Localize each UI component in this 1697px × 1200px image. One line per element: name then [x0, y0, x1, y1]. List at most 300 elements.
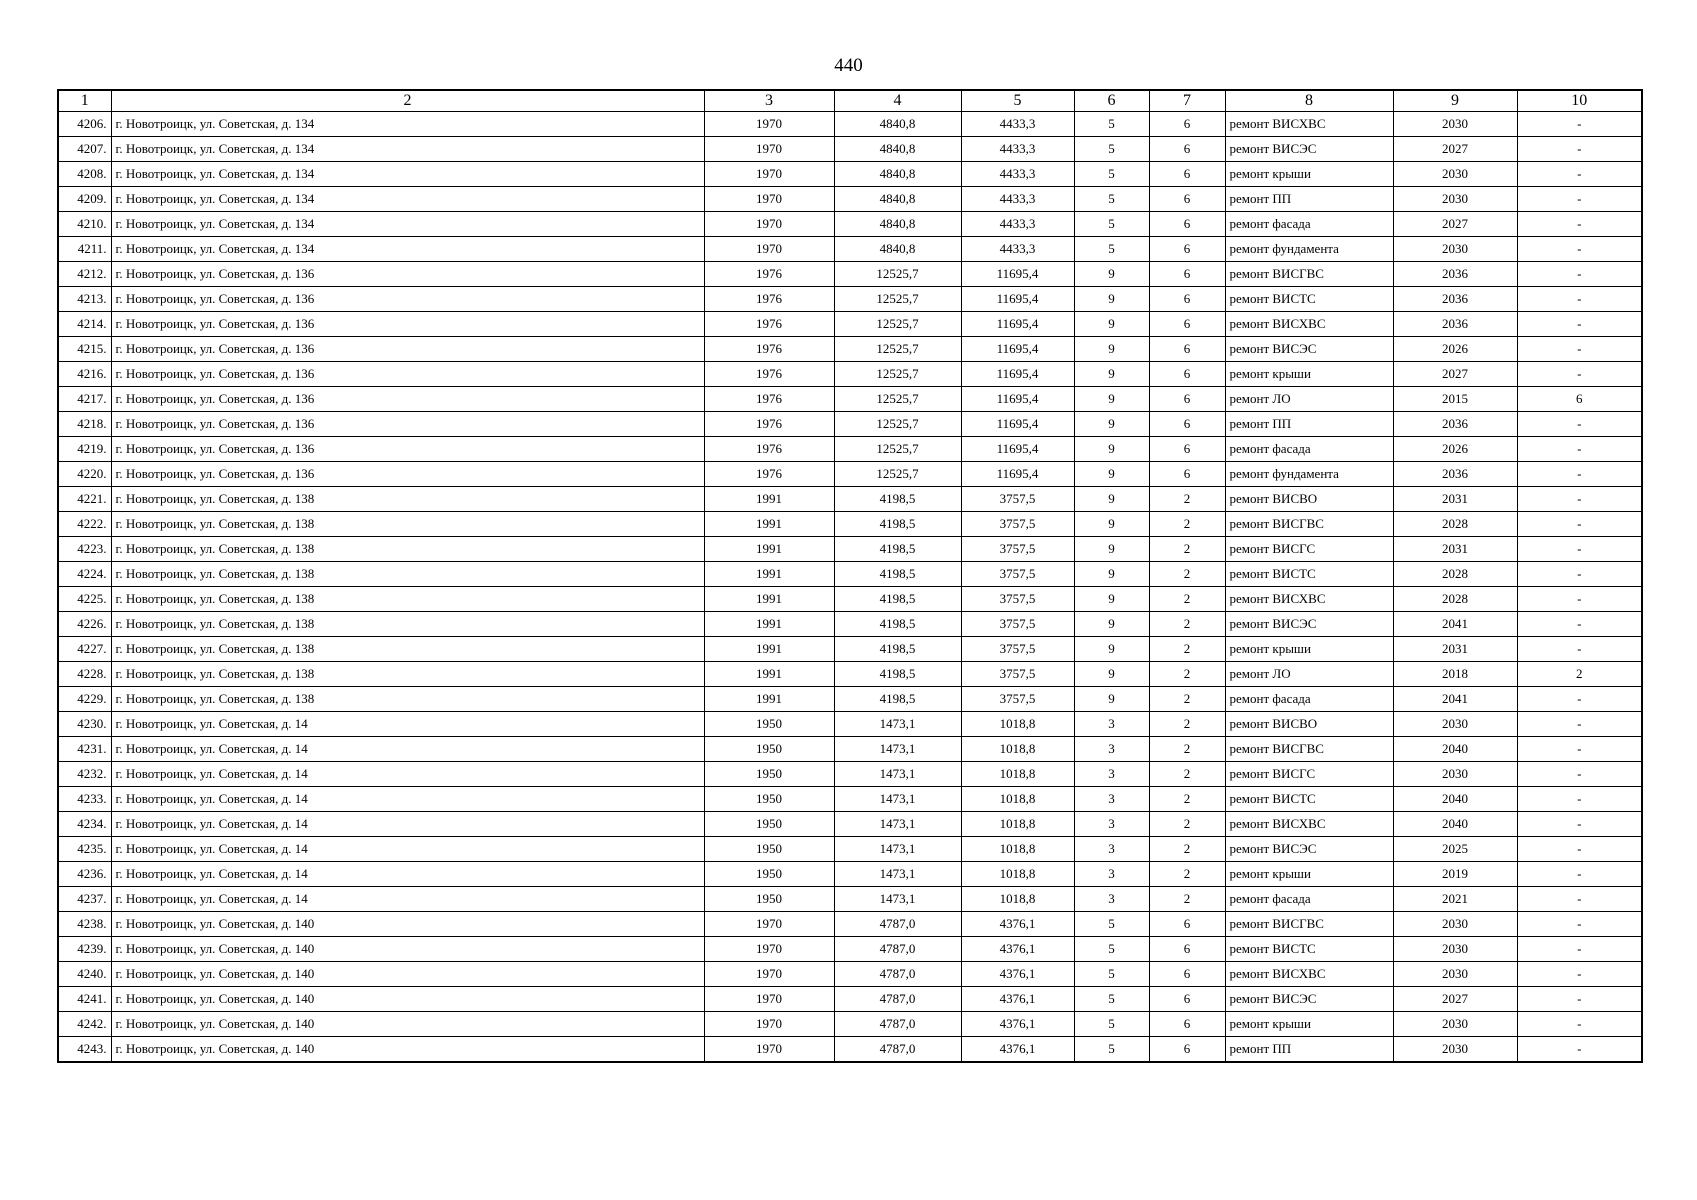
cell-living-area: 4376,1 — [961, 987, 1074, 1012]
cell-address: г. Новотроицк, ул. Советская, д. 14 — [111, 762, 704, 787]
cell-entrances: 2 — [1149, 837, 1225, 862]
header-row — [58, 90, 1642, 112]
cell-year-built: 1976 — [704, 462, 834, 487]
cell-entrances: 2 — [1149, 612, 1225, 637]
cell-living-area: 4433,3 — [961, 187, 1074, 212]
cell-living-area: 1018,8 — [961, 787, 1074, 812]
cell-repair-type: ремонт крыши — [1225, 362, 1393, 387]
cell-total-area: 4840,8 — [834, 237, 961, 262]
cell-year-built: 1970 — [704, 137, 834, 162]
column-header-6: 6 — [1074, 90, 1149, 112]
cell-repair-type: ремонт ВИСГВС — [1225, 262, 1393, 287]
cell-row-number: 4240. — [58, 962, 111, 987]
cell-row-number: 4223. — [58, 537, 111, 562]
cell-repair-type: ремонт ВИСХВС — [1225, 812, 1393, 837]
cell-row-number: 4227. — [58, 637, 111, 662]
cell-repair-year: 2031 — [1393, 637, 1517, 662]
cell-col-10-value: - — [1517, 862, 1642, 887]
cell-repair-type: ремонт ВИСХВС — [1225, 112, 1393, 137]
cell-repair-year: 2030 — [1393, 1012, 1517, 1037]
cell-col-10-value: - — [1517, 562, 1642, 587]
cell-row-number: 4230. — [58, 712, 111, 737]
cell-total-area: 4198,5 — [834, 587, 961, 612]
cell-row-number: 4229. — [58, 687, 111, 712]
table-row — [58, 262, 1642, 287]
cell-floors: 9 — [1074, 687, 1149, 712]
cell-living-area: 4376,1 — [961, 937, 1074, 962]
cell-year-built: 1991 — [704, 637, 834, 662]
cell-year-built: 1950 — [704, 887, 834, 912]
cell-living-area: 11695,4 — [961, 287, 1074, 312]
cell-repair-type: ремонт ВИСВО — [1225, 487, 1393, 512]
cell-living-area: 1018,8 — [961, 712, 1074, 737]
cell-entrances: 2 — [1149, 587, 1225, 612]
cell-address: г. Новотроицк, ул. Советская, д. 138 — [111, 537, 704, 562]
cell-entrances: 2 — [1149, 512, 1225, 537]
cell-year-built: 1976 — [704, 387, 834, 412]
cell-col-10-value: - — [1517, 137, 1642, 162]
cell-living-area: 1018,8 — [961, 887, 1074, 912]
cell-col-10-value: - — [1517, 162, 1642, 187]
table-row — [58, 562, 1642, 587]
cell-col-10-value: - — [1517, 487, 1642, 512]
table-row — [58, 212, 1642, 237]
cell-floors: 9 — [1074, 287, 1149, 312]
cell-floors: 9 — [1074, 387, 1149, 412]
cell-row-number: 4207. — [58, 137, 111, 162]
cell-row-number: 4209. — [58, 187, 111, 212]
cell-year-built: 1970 — [704, 237, 834, 262]
cell-address: г. Новотроицк, ул. Советская, д. 136 — [111, 412, 704, 437]
cell-entrances: 6 — [1149, 437, 1225, 462]
cell-year-built: 1991 — [704, 662, 834, 687]
cell-living-area: 11695,4 — [961, 362, 1074, 387]
cell-repair-type: ремонт ПП — [1225, 412, 1393, 437]
cell-repair-type: ремонт ЛО — [1225, 387, 1393, 412]
cell-entrances: 6 — [1149, 262, 1225, 287]
cell-row-number: 4214. — [58, 312, 111, 337]
cell-repair-type: ремонт ВИСХВС — [1225, 587, 1393, 612]
cell-floors: 5 — [1074, 187, 1149, 212]
cell-row-number: 4228. — [58, 662, 111, 687]
cell-address: г. Новотроицк, ул. Советская, д. 136 — [111, 287, 704, 312]
cell-total-area: 4787,0 — [834, 1012, 961, 1037]
cell-address: г. Новотроицк, ул. Советская, д. 140 — [111, 912, 704, 937]
cell-repair-type: ремонт ВИСГС — [1225, 762, 1393, 787]
cell-repair-year: 2030 — [1393, 762, 1517, 787]
cell-col-10-value: - — [1517, 362, 1642, 387]
cell-total-area: 12525,7 — [834, 362, 961, 387]
cell-repair-type: ремонт ВИСЭС — [1225, 612, 1393, 637]
column-header-1: 1 — [58, 90, 111, 112]
cell-repair-year: 2041 — [1393, 612, 1517, 637]
cell-row-number: 4236. — [58, 862, 111, 887]
cell-repair-type: ремонт ВИСТС — [1225, 287, 1393, 312]
cell-row-number: 4219. — [58, 437, 111, 462]
cell-address: г. Новотроицк, ул. Советская, д. 134 — [111, 162, 704, 187]
cell-repair-year: 2030 — [1393, 237, 1517, 262]
cell-address: г. Новотроицк, ул. Советская, д. 140 — [111, 937, 704, 962]
cell-entrances: 6 — [1149, 112, 1225, 137]
table-body — [58, 112, 1642, 1063]
cell-living-area: 11695,4 — [961, 337, 1074, 362]
cell-living-area: 11695,4 — [961, 387, 1074, 412]
cell-year-built: 1991 — [704, 687, 834, 712]
cell-living-area: 4433,3 — [961, 137, 1074, 162]
cell-repair-type: ремонт ВИСЭС — [1225, 987, 1393, 1012]
cell-total-area: 4787,0 — [834, 912, 961, 937]
cell-total-area: 12525,7 — [834, 437, 961, 462]
column-header-2: 2 — [111, 90, 704, 112]
cell-floors: 9 — [1074, 437, 1149, 462]
cell-living-area: 3757,5 — [961, 537, 1074, 562]
table-row — [58, 762, 1642, 787]
cell-floors: 3 — [1074, 737, 1149, 762]
cell-year-built: 1970 — [704, 212, 834, 237]
cell-col-10-value: 2 — [1517, 662, 1642, 687]
cell-address: г. Новотроицк, ул. Советская, д. 134 — [111, 237, 704, 262]
cell-col-10-value: - — [1517, 737, 1642, 762]
cell-year-built: 1950 — [704, 762, 834, 787]
cell-entrances: 6 — [1149, 237, 1225, 262]
cell-col-10-value: - — [1517, 837, 1642, 862]
cell-entrances: 6 — [1149, 937, 1225, 962]
cell-living-area: 11695,4 — [961, 412, 1074, 437]
housing-repair-table — [57, 89, 1643, 1063]
cell-address: г. Новотроицк, ул. Советская, д. 14 — [111, 787, 704, 812]
cell-floors: 9 — [1074, 462, 1149, 487]
cell-row-number: 4211. — [58, 237, 111, 262]
cell-repair-year: 2025 — [1393, 837, 1517, 862]
cell-row-number: 4218. — [58, 412, 111, 437]
cell-repair-year: 2028 — [1393, 587, 1517, 612]
cell-repair-year: 2021 — [1393, 887, 1517, 912]
cell-repair-year: 2031 — [1393, 537, 1517, 562]
cell-repair-year: 2040 — [1393, 787, 1517, 812]
cell-repair-type: ремонт крыши — [1225, 862, 1393, 887]
cell-address: г. Новотроицк, ул. Советская, д. 14 — [111, 812, 704, 837]
cell-col-10-value: - — [1517, 887, 1642, 912]
cell-entrances: 6 — [1149, 137, 1225, 162]
cell-living-area: 11695,4 — [961, 462, 1074, 487]
cell-row-number: 4220. — [58, 462, 111, 487]
cell-total-area: 1473,1 — [834, 787, 961, 812]
cell-entrances: 6 — [1149, 287, 1225, 312]
cell-living-area: 3757,5 — [961, 662, 1074, 687]
table-row — [58, 462, 1642, 487]
cell-entrances: 2 — [1149, 537, 1225, 562]
cell-floors: 9 — [1074, 612, 1149, 637]
cell-address: г. Новотроицк, ул. Советская, д. 134 — [111, 112, 704, 137]
cell-col-10-value: - — [1517, 987, 1642, 1012]
table-row — [58, 637, 1642, 662]
cell-floors: 3 — [1074, 787, 1149, 812]
cell-row-number: 4232. — [58, 762, 111, 787]
cell-total-area: 12525,7 — [834, 312, 961, 337]
cell-floors: 3 — [1074, 837, 1149, 862]
cell-repair-year: 2015 — [1393, 387, 1517, 412]
table-row — [58, 887, 1642, 912]
cell-address: г. Новотроицк, ул. Советская, д. 138 — [111, 662, 704, 687]
cell-living-area: 4376,1 — [961, 1037, 1074, 1063]
cell-address: г. Новотроицк, ул. Советская, д. 136 — [111, 337, 704, 362]
cell-address: г. Новотроицк, ул. Советская, д. 14 — [111, 862, 704, 887]
cell-repair-year: 2026 — [1393, 337, 1517, 362]
cell-floors: 5 — [1074, 962, 1149, 987]
cell-entrances: 2 — [1149, 487, 1225, 512]
cell-repair-type: ремонт фасада — [1225, 687, 1393, 712]
cell-entrances: 6 — [1149, 462, 1225, 487]
cell-address: г. Новотроицк, ул. Советская, д. 138 — [111, 512, 704, 537]
cell-entrances: 6 — [1149, 312, 1225, 337]
cell-year-built: 1950 — [704, 862, 834, 887]
cell-total-area: 4198,5 — [834, 562, 961, 587]
cell-col-10-value: - — [1517, 812, 1642, 837]
cell-year-built: 1950 — [704, 812, 834, 837]
cell-floors: 3 — [1074, 812, 1149, 837]
cell-floors: 5 — [1074, 137, 1149, 162]
cell-total-area: 12525,7 — [834, 462, 961, 487]
table-row — [58, 612, 1642, 637]
cell-floors: 9 — [1074, 337, 1149, 362]
cell-col-10-value: - — [1517, 962, 1642, 987]
table-row — [58, 912, 1642, 937]
cell-year-built: 1950 — [704, 837, 834, 862]
cell-floors: 9 — [1074, 512, 1149, 537]
cell-year-built: 1991 — [704, 487, 834, 512]
cell-address: г. Новотроицк, ул. Советская, д. 140 — [111, 1037, 704, 1063]
cell-repair-type: ремонт крыши — [1225, 637, 1393, 662]
table-row — [58, 312, 1642, 337]
column-header-7: 7 — [1149, 90, 1225, 112]
table-row — [58, 937, 1642, 962]
cell-living-area: 4376,1 — [961, 912, 1074, 937]
cell-address: г. Новотроицк, ул. Советская, д. 140 — [111, 987, 704, 1012]
cell-repair-year: 2030 — [1393, 712, 1517, 737]
cell-living-area: 4433,3 — [961, 112, 1074, 137]
cell-floors: 9 — [1074, 487, 1149, 512]
table-row — [58, 187, 1642, 212]
cell-repair-type: ремонт крыши — [1225, 1012, 1393, 1037]
table-row — [58, 137, 1642, 162]
cell-entrances: 2 — [1149, 787, 1225, 812]
cell-repair-type: ремонт ВИСТС — [1225, 787, 1393, 812]
cell-repair-year: 2027 — [1393, 987, 1517, 1012]
cell-year-built: 1976 — [704, 287, 834, 312]
cell-year-built: 1950 — [704, 712, 834, 737]
cell-repair-type: ремонт ВИСГС — [1225, 537, 1393, 562]
cell-row-number: 4210. — [58, 212, 111, 237]
cell-col-10-value: - — [1517, 762, 1642, 787]
cell-col-10-value: - — [1517, 512, 1642, 537]
cell-address: г. Новотроицк, ул. Советская, д. 14 — [111, 837, 704, 862]
cell-repair-year: 2018 — [1393, 662, 1517, 687]
cell-entrances: 6 — [1149, 987, 1225, 1012]
cell-living-area: 1018,8 — [961, 812, 1074, 837]
cell-entrances: 2 — [1149, 737, 1225, 762]
cell-repair-year: 2036 — [1393, 412, 1517, 437]
cell-address: г. Новотроицк, ул. Советская, д. 138 — [111, 612, 704, 637]
cell-entrances: 6 — [1149, 387, 1225, 412]
table-row — [58, 662, 1642, 687]
cell-repair-year: 2030 — [1393, 187, 1517, 212]
cell-address: г. Новотроицк, ул. Советская, д. 14 — [111, 712, 704, 737]
table-row — [58, 862, 1642, 887]
cell-year-built: 1970 — [704, 962, 834, 987]
cell-repair-type: ремонт ВИСГВС — [1225, 912, 1393, 937]
cell-row-number: 4235. — [58, 837, 111, 862]
table-row — [58, 787, 1642, 812]
cell-repair-year: 2036 — [1393, 287, 1517, 312]
table-row — [58, 1037, 1642, 1063]
cell-living-area: 1018,8 — [961, 862, 1074, 887]
cell-floors: 5 — [1074, 112, 1149, 137]
cell-row-number: 4238. — [58, 912, 111, 937]
cell-row-number: 4234. — [58, 812, 111, 837]
cell-floors: 3 — [1074, 862, 1149, 887]
cell-floors: 9 — [1074, 637, 1149, 662]
cell-floors: 5 — [1074, 987, 1149, 1012]
cell-total-area: 4787,0 — [834, 962, 961, 987]
table-row — [58, 987, 1642, 1012]
cell-entrances: 6 — [1149, 162, 1225, 187]
cell-floors: 9 — [1074, 562, 1149, 587]
cell-repair-year: 2030 — [1393, 912, 1517, 937]
cell-entrances: 2 — [1149, 687, 1225, 712]
column-header-9: 9 — [1393, 90, 1517, 112]
cell-col-10-value: - — [1517, 937, 1642, 962]
cell-year-built: 1976 — [704, 337, 834, 362]
cell-year-built: 1950 — [704, 737, 834, 762]
cell-floors: 9 — [1074, 312, 1149, 337]
cell-repair-type: ремонт ВИСВО — [1225, 712, 1393, 737]
cell-total-area: 4840,8 — [834, 162, 961, 187]
cell-total-area: 4198,5 — [834, 662, 961, 687]
cell-row-number: 4206. — [58, 112, 111, 137]
cell-row-number: 4224. — [58, 562, 111, 587]
table-row — [58, 1012, 1642, 1037]
cell-entrances: 2 — [1149, 812, 1225, 837]
cell-total-area: 4198,5 — [834, 512, 961, 537]
cell-col-10-value: - — [1517, 412, 1642, 437]
cell-col-10-value: - — [1517, 1037, 1642, 1063]
cell-col-10-value: - — [1517, 312, 1642, 337]
cell-year-built: 1970 — [704, 937, 834, 962]
cell-repair-type: ремонт ПП — [1225, 187, 1393, 212]
cell-repair-type: ремонт ВИСЭС — [1225, 137, 1393, 162]
cell-total-area: 4198,5 — [834, 612, 961, 637]
cell-total-area: 4840,8 — [834, 112, 961, 137]
cell-living-area: 3757,5 — [961, 612, 1074, 637]
cell-address: г. Новотроицк, ул. Советская, д. 138 — [111, 637, 704, 662]
cell-living-area: 3757,5 — [961, 487, 1074, 512]
cell-total-area: 1473,1 — [834, 712, 961, 737]
cell-year-built: 1991 — [704, 537, 834, 562]
cell-col-10-value: 6 — [1517, 387, 1642, 412]
cell-row-number: 4212. — [58, 262, 111, 287]
cell-repair-year: 2030 — [1393, 962, 1517, 987]
cell-year-built: 1991 — [704, 612, 834, 637]
cell-total-area: 4198,5 — [834, 687, 961, 712]
cell-year-built: 1991 — [704, 587, 834, 612]
column-header-8: 8 — [1225, 90, 1393, 112]
cell-repair-type: ремонт фундамента — [1225, 462, 1393, 487]
cell-repair-type: ремонт ВИСЭС — [1225, 837, 1393, 862]
table-row — [58, 237, 1642, 262]
cell-floors: 3 — [1074, 712, 1149, 737]
table-row — [58, 737, 1642, 762]
table-row — [58, 587, 1642, 612]
cell-total-area: 4787,0 — [834, 1037, 961, 1063]
column-header-5: 5 — [961, 90, 1074, 112]
cell-repair-year: 2040 — [1393, 812, 1517, 837]
cell-living-area: 11695,4 — [961, 262, 1074, 287]
cell-repair-year: 2040 — [1393, 737, 1517, 762]
cell-repair-year: 2028 — [1393, 562, 1517, 587]
cell-year-built: 1950 — [704, 787, 834, 812]
cell-entrances: 2 — [1149, 712, 1225, 737]
cell-col-10-value: - — [1517, 287, 1642, 312]
cell-row-number: 4208. — [58, 162, 111, 187]
cell-living-area: 11695,4 — [961, 312, 1074, 337]
table-header — [58, 90, 1642, 112]
cell-total-area: 4198,5 — [834, 487, 961, 512]
cell-entrances: 6 — [1149, 362, 1225, 387]
cell-address: г. Новотроицк, ул. Советская, д. 138 — [111, 687, 704, 712]
cell-repair-type: ремонт фасада — [1225, 212, 1393, 237]
cell-entrances: 6 — [1149, 337, 1225, 362]
cell-address: г. Новотроицк, ул. Советская, д. 136 — [111, 462, 704, 487]
cell-living-area: 3757,5 — [961, 687, 1074, 712]
table-row — [58, 687, 1642, 712]
cell-repair-year: 2036 — [1393, 312, 1517, 337]
cell-row-number: 4243. — [58, 1037, 111, 1063]
cell-total-area: 1473,1 — [834, 737, 961, 762]
cell-repair-type: ремонт ВИСТС — [1225, 937, 1393, 962]
cell-address: г. Новотроицк, ул. Советская, д. 134 — [111, 137, 704, 162]
table-row — [58, 112, 1642, 137]
cell-row-number: 4242. — [58, 1012, 111, 1037]
cell-year-built: 1976 — [704, 312, 834, 337]
cell-repair-year: 2019 — [1393, 862, 1517, 887]
cell-row-number: 4241. — [58, 987, 111, 1012]
cell-year-built: 1970 — [704, 162, 834, 187]
table-row — [58, 412, 1642, 437]
cell-repair-type: ремонт фасада — [1225, 437, 1393, 462]
cell-repair-type: ремонт фасада — [1225, 887, 1393, 912]
cell-total-area: 1473,1 — [834, 837, 961, 862]
table-row — [58, 812, 1642, 837]
cell-col-10-value: - — [1517, 612, 1642, 637]
cell-total-area: 4787,0 — [834, 987, 961, 1012]
cell-row-number: 4237. — [58, 887, 111, 912]
cell-address: г. Новотроицк, ул. Советская, д. 14 — [111, 737, 704, 762]
cell-living-area: 3757,5 — [961, 587, 1074, 612]
cell-repair-year: 2028 — [1393, 512, 1517, 537]
cell-repair-year: 2030 — [1393, 937, 1517, 962]
cell-total-area: 12525,7 — [834, 337, 961, 362]
cell-col-10-value: - — [1517, 112, 1642, 137]
cell-row-number: 4231. — [58, 737, 111, 762]
cell-total-area: 12525,7 — [834, 387, 961, 412]
cell-living-area: 4433,3 — [961, 162, 1074, 187]
cell-living-area: 4376,1 — [961, 1012, 1074, 1037]
cell-entrances: 6 — [1149, 187, 1225, 212]
cell-address: г. Новотроицк, ул. Советская, д. 136 — [111, 387, 704, 412]
cell-floors: 5 — [1074, 1012, 1149, 1037]
cell-total-area: 12525,7 — [834, 287, 961, 312]
cell-floors: 5 — [1074, 237, 1149, 262]
